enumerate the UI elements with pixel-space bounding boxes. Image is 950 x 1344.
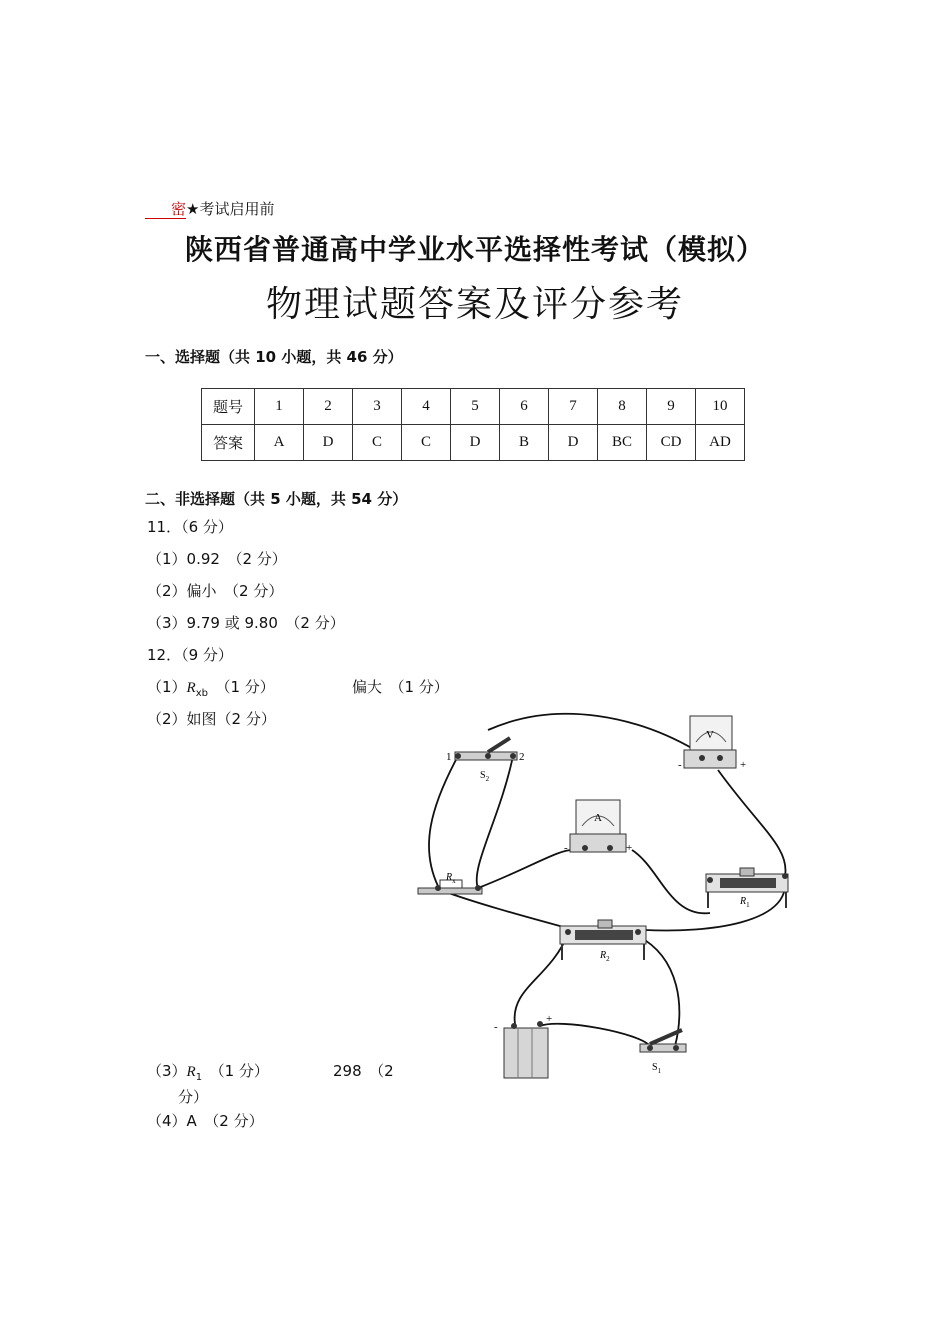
battery-pack — [494, 1013, 552, 1078]
secret-mark-line — [145, 198, 274, 219]
wire — [488, 714, 695, 750]
voltmeter-minus: - — [678, 759, 682, 771]
q12-a1-prefix: （1） — [147, 678, 187, 696]
answer-row — [202, 425, 745, 461]
answer-cell: BC — [598, 425, 647, 461]
section2-heading: 二、非选择题（共 5 小题，共 54 分） — [145, 490, 408, 508]
voltmeter — [678, 716, 746, 771]
secret-mark: 密 — [145, 200, 186, 219]
q12-a1-var: R — [186, 680, 196, 696]
q12-a3-sub: 1 — [195, 1072, 203, 1083]
q11-answer-1: （1）0.92 （2 分） — [147, 550, 287, 568]
resistor-rx — [418, 872, 482, 894]
switch-s1 — [640, 1030, 686, 1075]
exam-subtitle: 物理试题答案及评分参考 — [265, 284, 684, 325]
exam-title: 陕西省普通高中学业水平选择性考试（模拟） — [184, 233, 765, 266]
question-number: 4 — [402, 389, 451, 425]
wire — [478, 850, 575, 888]
rheostat-r1 — [706, 868, 788, 909]
question-number: 5 — [451, 389, 500, 425]
switch-s2 — [446, 738, 525, 783]
voltmeter-label: V — [706, 729, 714, 741]
q12-answer-3-value: 298 （2 — [333, 1062, 394, 1080]
answer-table — [201, 388, 745, 461]
question-number: 9 — [647, 389, 696, 425]
question-number: 6 — [500, 389, 549, 425]
question-number: 7 — [549, 389, 598, 425]
q12-answer-4: （4）A （2 分） — [147, 1112, 264, 1130]
wire — [540, 1024, 650, 1046]
answer-cell: B — [500, 425, 549, 461]
resistor-rx-label: $R_x$ — [446, 872, 456, 885]
q12-answer-2: （2）如图（2 分） — [147, 710, 276, 728]
q11-answer-3: （3）9.79 或 9.80 （2 分） — [147, 614, 345, 632]
q12-answer-3 — [147, 1060, 269, 1083]
section1-heading: 一、选择题（共 10 小题，共 46 分） — [145, 348, 403, 366]
switch-s2-label: $S_2$ — [480, 770, 490, 783]
question-row — [202, 389, 745, 425]
q12-a3-score: （1 分） — [202, 1062, 269, 1080]
q12-answer-1-second: 偏大 （1 分） — [352, 678, 449, 696]
ammeter-minus: - — [564, 842, 568, 854]
switch-s2-terminal-2: 2 — [519, 751, 525, 763]
battery-minus: - — [494, 1021, 498, 1033]
q12-a1-score: （1 分） — [207, 678, 275, 696]
battery-plus: + — [546, 1013, 553, 1025]
q11-answer-2: （2）偏小 （2 分） — [147, 582, 284, 600]
switch-s2-terminal-1: 1 — [446, 751, 452, 763]
voltmeter-plus: + — [740, 759, 747, 771]
q12-a1-sub: xb — [195, 688, 208, 699]
question-number: 1 — [255, 389, 304, 425]
answer-cell: C — [402, 425, 451, 461]
rheostat-r2-label: $R_2$ — [600, 950, 610, 963]
q11-title: 11．（6 分） — [147, 518, 233, 536]
answer-cell: D — [304, 425, 353, 461]
answer-cell: C — [353, 425, 402, 461]
switch-s1-label: $S_1$ — [652, 1062, 662, 1075]
q12-a3-var: R — [186, 1064, 196, 1080]
q12-a3-prefix: （3） — [147, 1062, 187, 1080]
ammeter-plus: + — [626, 842, 633, 854]
wire — [632, 850, 710, 913]
question-number: 3 — [353, 389, 402, 425]
answer-cell: D — [549, 425, 598, 461]
answer-cell: D — [451, 425, 500, 461]
question-number: 10 — [696, 389, 745, 425]
wire — [429, 756, 458, 886]
ammeter-label: A — [594, 812, 602, 824]
rheostat-r1-label: $R_1$ — [740, 896, 750, 909]
row-label-question: 题号 — [202, 389, 255, 425]
question-number: 2 — [304, 389, 353, 425]
q12-answer-1 — [147, 676, 275, 699]
q12-title: 12．（9 分） — [147, 646, 233, 664]
rheostat-r2 — [560, 920, 646, 963]
answer-cell: A — [255, 425, 304, 461]
ammeter — [564, 800, 632, 854]
q12-answer-3-wrap: 分） — [178, 1088, 209, 1106]
wire — [718, 770, 786, 876]
answer-cell: CD — [647, 425, 696, 461]
secret-text: ★考试启用前 — [186, 200, 275, 218]
question-number: 8 — [598, 389, 647, 425]
wire — [515, 934, 568, 1024]
circuit-diagram — [410, 708, 810, 1088]
answer-cell: AD — [696, 425, 745, 461]
row-label-answer: 答案 — [202, 425, 255, 461]
